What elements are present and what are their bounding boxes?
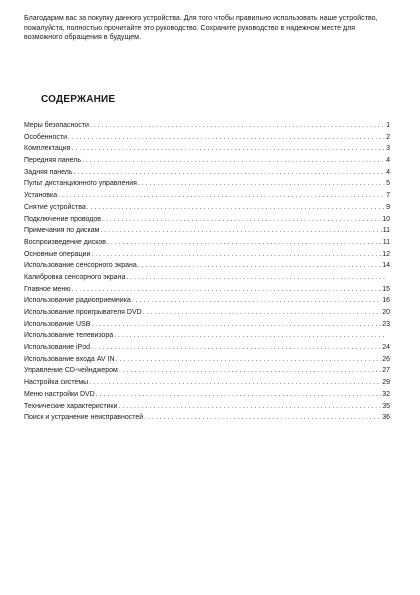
- toc-entry-page: 14: [382, 262, 390, 270]
- toc-entry-title: Использование сенсорного экрана: [24, 262, 137, 270]
- toc-entry-title: Поиск и устранение неисправностей: [24, 414, 144, 422]
- toc-entry: [24, 377, 390, 389]
- toc-entry-title: Настройка системы: [24, 379, 89, 387]
- toc-leader-dots: [143, 307, 382, 319]
- toc-entry-title: Комплектация: [24, 145, 71, 153]
- toc-leader-dots: [87, 202, 385, 214]
- toc-entry: [24, 389, 390, 401]
- toc-leader-dots: [119, 365, 381, 377]
- toc-entry-page: 9: [386, 203, 390, 211]
- toc-entry: [24, 342, 390, 354]
- toc-entry-page: 11: [382, 227, 390, 235]
- toc-entry: [24, 272, 390, 284]
- toc-entry-title: Технические характеристики: [24, 402, 118, 410]
- toc-leader-dots: [100, 225, 381, 237]
- toc-entry: [24, 225, 390, 237]
- toc-entry-page: 29: [382, 379, 390, 387]
- toc-entry-page: 15: [382, 285, 390, 293]
- toc-entry-page: 16: [382, 297, 390, 305]
- toc-entry-title: Подключение проводов: [24, 215, 101, 223]
- toc-entry-title: Управление CD-чейнджером: [24, 367, 118, 375]
- toc-leader-dots: [58, 190, 385, 202]
- toc-entry-title: Меры безопасности: [24, 122, 89, 129]
- intro-paragraph: Благодарим вас за покупку данного устройства. Для того чтобы правильно использовать наше устройство, пожалуйста, полностью прочитайте это руководство. Сохраните руководство в надежном месте для возможного обращения в будущем.: [24, 14, 378, 42]
- toc-entry-page: 32: [382, 390, 390, 398]
- toc-entry-title: Использование USB: [24, 320, 91, 328]
- toc-leader-dots: [107, 237, 382, 249]
- toc-entry: [24, 178, 390, 190]
- toc-entry: [24, 401, 390, 413]
- toc-leader-dots: [68, 132, 385, 144]
- toc-entry: [24, 190, 390, 202]
- toc-leader-dots: [138, 178, 385, 190]
- toc-entry-title: Калибровка сенсорного экрана: [24, 273, 126, 281]
- toc-entry: [24, 330, 390, 342]
- toc-entry-title: Передняя панель: [24, 157, 81, 165]
- toc-leader-dots: [91, 342, 381, 354]
- toc-leader-dots: [126, 272, 385, 284]
- toc-entry: [24, 295, 390, 307]
- toc-leader-dots: [96, 389, 381, 401]
- toc-leader-dots: [102, 214, 381, 226]
- toc-leader-dots: [118, 401, 381, 413]
- toc-entry-title: Установка: [24, 192, 58, 200]
- table-of-contents: [24, 120, 390, 424]
- toc-entry-title: Использование iPod: [24, 344, 90, 352]
- toc-entry: [24, 132, 390, 144]
- toc-entry: [24, 143, 390, 155]
- toc-entry-page: 23: [382, 320, 390, 328]
- toc-leader-dots: [116, 354, 382, 366]
- toc-entry: [24, 249, 390, 261]
- toc-entry-page: 7: [386, 192, 390, 200]
- toc-entry-title: Особенности: [24, 133, 67, 141]
- toc-entry: [24, 155, 390, 167]
- toc-entry: [24, 202, 390, 214]
- toc-entry-page: 4: [386, 168, 390, 176]
- toc-leader-dots: [114, 330, 385, 342]
- toc-entry-page: 1: [386, 122, 390, 129]
- toc-leader-dots: [91, 249, 381, 261]
- toc-entry-title: Использование входа AV IN: [24, 355, 115, 363]
- toc-entry-page: 20: [382, 309, 390, 316]
- toc-entry: [24, 307, 390, 319]
- toc-entry-page: 4: [386, 157, 390, 165]
- toc-entry-page: 35: [382, 402, 390, 410]
- toc-leader-dots: [144, 412, 381, 424]
- toc-entry: [24, 412, 390, 424]
- toc-entry-title: Использование радиоприемника: [24, 297, 131, 305]
- toc-entry: [24, 237, 390, 249]
- toc-leader-dots: [82, 155, 385, 167]
- toc-entry-title: Использование проигрывателя DVD: [24, 309, 142, 316]
- toc-entry: [24, 365, 390, 377]
- toc-entry-title: Воспроизведение дисков: [24, 238, 106, 246]
- toc-entry-page: 3: [386, 145, 390, 153]
- toc-entry: [24, 214, 390, 226]
- toc-leader-dots: [72, 284, 382, 296]
- toc-entry-page: 26: [382, 355, 390, 363]
- toc-entry-title: Снятие устройства: [24, 203, 86, 211]
- toc-leader-dots: [89, 377, 381, 389]
- toc-entry: [24, 354, 390, 366]
- toc-entry-title: Задняя панель: [24, 168, 73, 176]
- toc-heading: СОДЕРЖАНИЕ: [41, 94, 116, 105]
- toc-entry-page: 12: [382, 250, 390, 258]
- toc-entry-page: 24: [382, 344, 390, 352]
- toc-entry: [24, 284, 390, 296]
- toc-entry-page: 27: [382, 367, 390, 375]
- toc-entry-page: 11: [382, 238, 390, 246]
- toc-entry: [24, 167, 390, 179]
- toc-leader-dots: [138, 260, 381, 272]
- toc-entry-title: Пульт дистанционного управления: [24, 180, 137, 188]
- toc-leader-dots: [132, 295, 381, 307]
- toc-entry-title: Главное меню: [24, 285, 71, 293]
- toc-leader-dots: [90, 120, 385, 132]
- toc-entry-title: Использование телевизора: [24, 332, 114, 340]
- toc-entry-page: 5: [386, 180, 390, 188]
- toc-leader-dots: [71, 143, 385, 155]
- toc-entry: [24, 260, 390, 272]
- toc-entry-page: 10: [382, 215, 390, 223]
- toc-leader-dots: [91, 319, 381, 331]
- toc-entry-title: Основные операции: [24, 250, 91, 258]
- toc-entry-page: 36: [382, 414, 390, 422]
- toc-entry-title: Меню настройки DVD: [24, 390, 95, 398]
- toc-entry: [24, 319, 390, 331]
- toc-leader-dots: [74, 167, 385, 179]
- toc-entry: [24, 120, 390, 132]
- toc-entry-title: Примечания по дискам: [24, 227, 100, 235]
- toc-entry-page: 2: [386, 133, 390, 141]
